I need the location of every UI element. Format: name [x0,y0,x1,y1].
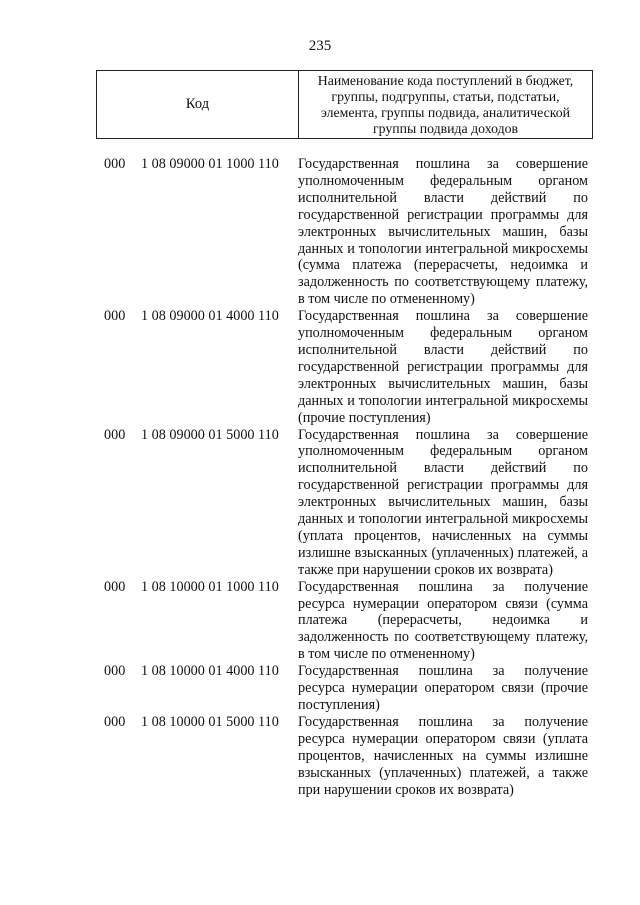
table-row [0,663,640,714]
page-number: 235 [308,38,332,54]
admin-code: 000 [104,713,126,730]
table-row [0,714,640,799]
header-name-cell: Наименование кода поступлений в бюджет, группы, подгруппы, статьи, подстатьи, элемента, группы подвида, аналитической группы подвида доходов [317,72,574,136]
revenue-description: Государственная пошлина за совершение уполномоченным федеральным органом исполнительной власти действий по государственной регистрации программы для электронных вычислительных машин, базы данных и топологии интегральной микросхемы (уплата процентов, начисленных на суммы излишне взысканных (уплаченных) платежей, а также при нарушении сроков их возврата) [298,426,588,578]
table-body [0,156,640,798]
admin-code: 000 [104,308,126,325]
table-row [0,579,640,664]
admin-code: 000 [104,578,126,595]
admin-code: 000 [104,426,126,443]
table-header [96,70,593,139]
revenue-description: Государственная пошлина за получение ресурса нумерации оператором связи (уплата процентов, начисленных на суммы излишне взысканных (уплаченных) платежей, а также при нарушении сроков их возврата) [298,713,588,798]
admin-code: 000 [104,663,126,680]
table-row [0,156,640,308]
revenue-code: 1 08 10000 01 5000 110 [141,713,279,730]
revenue-code: 1 08 10000 01 4000 110 [141,663,279,680]
table-row [0,308,640,426]
revenue-description: Государственная пошлина за получение ресурса нумерации оператором связи (сумма платежа (перерасчеты, недоимка и задолженность по соответствующему платежу, в том числе по отмененному) [298,578,588,663]
revenue-code: 1 08 09000 01 4000 110 [141,308,279,325]
header-code-cell: Код [97,71,299,138]
revenue-code: 1 08 09000 01 5000 110 [141,426,279,443]
revenue-description: Государственная пошлина за совершение уполномоченным федеральным органом исполнительной власти действий по государственной регистрации программы для электронных вычислительных машин, базы данных и топологии интегральной микросхемы (сумма платежа (перерасчеты, недоимка и задолженность по соответствующему платежу, в том числе по отмененному) [298,156,588,308]
admin-code: 000 [104,156,126,172]
revenue-code: 1 08 10000 01 1000 110 [141,578,279,595]
table-row [0,427,640,579]
revenue-description: Государственная пошлина за получение ресурса нумерации оператором связи (прочие поступления) [298,663,588,713]
revenue-code: 1 08 09000 01 1000 110 [141,156,279,172]
revenue-description: Государственная пошлина за совершение уполномоченным федеральным органом исполнительной власти действий по государственной регистрации программы для электронных вычислительных машин, базы данных и топологии интегральной микросхемы (прочие поступления) [298,308,588,426]
